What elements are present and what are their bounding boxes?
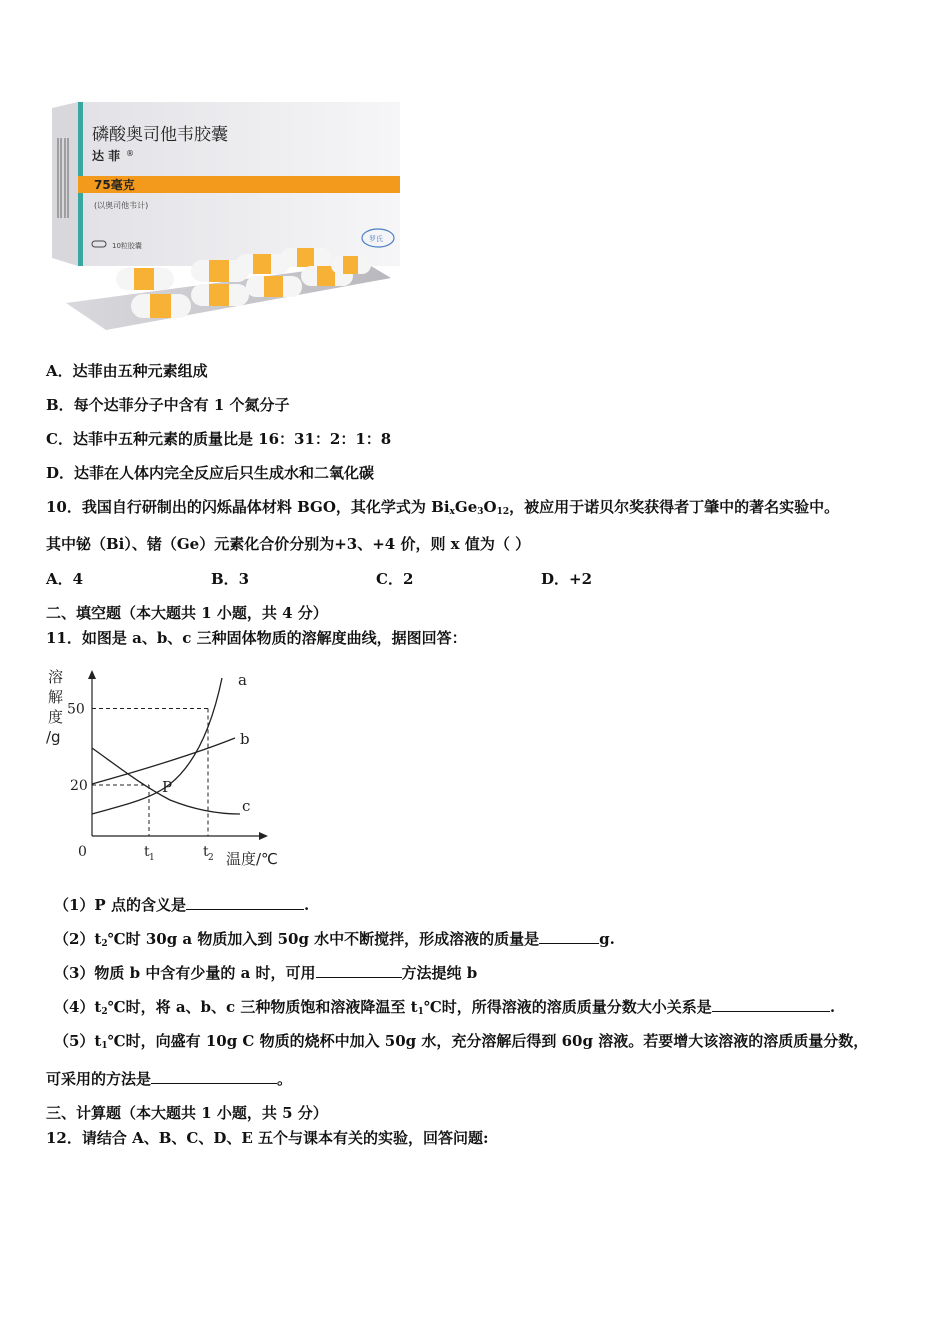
q10-option-c: C．2 [376,570,414,588]
y-tick-label: 20 [70,778,88,794]
answer-blank-5[interactable] [151,1069,277,1084]
dose-label: 75毫克 [94,178,135,192]
drug-name: 磷酸奥司他韦胶囊 [92,125,228,145]
y-axis-label-char: /g [46,728,61,746]
series-label-a: a [238,671,247,689]
series-label-c: c [242,797,251,815]
answer-blank-1[interactable] [186,895,304,910]
section2-heading: 二、填空题（本大题共 1 小题，共 4 分） [46,604,328,622]
q9-option-b: B．每个达菲分子中含有 1 个氮分子 [46,396,290,414]
q10-option-a: A．4 [46,570,84,588]
solubility-chart [40,664,300,870]
answer-blank-2[interactable] [539,929,599,944]
capsule-count: 10粒胶囊 [112,242,142,250]
origin-label: 0 [78,844,87,860]
y-axis-label-char: 度 [48,708,64,726]
q11-sub2: $(2)t_2℃$时 30g a 物质加入到 50g 水中不断搅拌，形成溶液的质量是 g. [54,930,615,949]
q11-sub5-line2: 可采用的方法是 。 [46,1070,293,1088]
q9-option-a: A．达菲由五种元素组成 [46,362,208,380]
answer-blank-4[interactable] [712,997,830,1012]
q10-option-b: B．3 [211,570,250,588]
x-axis-label: 温度/℃ [226,850,278,868]
y-axis-label-char: 解 [48,688,64,706]
q11-sub3: （3）物质 b 中含有少量的 a 时，可用 方法提纯 b [54,964,478,982]
x-tick-label: t [203,844,209,860]
section3-heading: 三、计算题（本大题共 1 小题，共 5 分） [46,1104,328,1122]
brand-mark: ® [126,149,134,158]
medicine-package-image [46,98,406,336]
q10-stem: 10．我国自行研制出的闪烁晶体材料 BGO，其化学式为 $Bi_xGe_3O_{12}$，被应用于诺贝尔奖获得者丁肇中的著名实验中。 [46,498,840,517]
maker-logo: 罗氏 [369,235,383,243]
q12-stem: 12．请结合 A、B、C、D、E 五个与课本有关的实验，回答问题: [46,1129,489,1147]
q9-option-d: D．达菲在人体内完全反应后只生成水和二氧化碳 [46,464,375,482]
y-axis-arrow [88,670,96,679]
x-tick-subscript: 2 [208,853,214,863]
q11-sub1: （1）P 点的含义是 . [54,896,310,914]
y-tick-label: 50 [67,701,85,718]
brand-name: 达 菲 [92,149,121,163]
series-label-b: b [240,730,250,748]
q11-sub5: $(5)t_1℃$时，向盛有 10g C 物质的烧杯中加入 50g 水，充分溶解后得到 60g 溶液。若要增大该溶液的溶质质量分数， [54,1032,869,1051]
q9-option-c: C．达菲中五种元素的质量比是 16：31：2：1：8 [46,430,392,448]
x-tick-subscript: 1 [149,853,155,863]
x-axis-arrow [259,832,268,840]
x-tick-label: t [144,844,150,860]
curve-a [92,678,222,814]
dose-note: (以奥司他韦计) [94,201,149,210]
q10-stem-line2: 其中铋（Bi）、锗（Ge）元素化合价分别为+3、+4 价，则 x 值为（ ） [46,535,531,553]
q11-sub4: $(4)t_2℃$时，将 a、b、c 三种物质饱和溶液降温至 $t_1℃$时，所得溶液的溶质质量分数大小关系是 . [54,998,836,1017]
q11-stem: 11．如图是 a、b、c 三种固体物质的溶解度曲线，据图回答： [46,629,467,647]
answer-blank-3[interactable] [316,963,402,978]
point-label-p: P [162,778,173,796]
q10-option-d: D．+2 [541,570,593,588]
y-axis-label-char: 溶 [48,668,64,686]
